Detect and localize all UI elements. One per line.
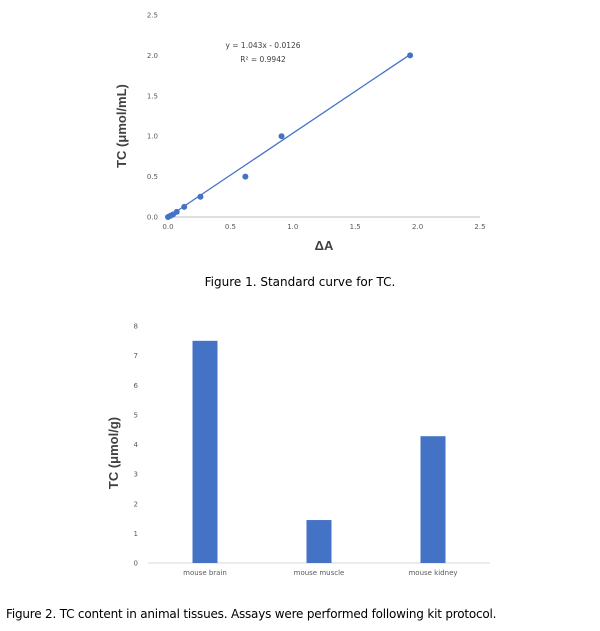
y-tick-label: 3 xyxy=(133,470,138,479)
x-axis-title: ΔA xyxy=(314,238,334,253)
data-point xyxy=(279,133,285,139)
y-tick-label: 2 xyxy=(133,500,138,509)
x-axis-ticks xyxy=(162,223,485,231)
tissue-bar-chart xyxy=(0,312,600,592)
data-point xyxy=(197,194,203,200)
y-axis-ticks xyxy=(134,323,139,568)
data-point xyxy=(174,209,180,215)
y-tick-label: 1 xyxy=(133,529,138,538)
category-label: mouse muscle xyxy=(293,569,345,577)
bar xyxy=(421,436,446,563)
y-tick-label: 0.5 xyxy=(146,173,158,182)
figure-2-caption: Figure 2. TC content in animal tissues. Assays were performed following kit protocol. xyxy=(6,607,497,621)
data-point xyxy=(407,52,413,58)
y-tick-label: 4 xyxy=(133,441,138,449)
equation-label: y = 1.043x - 0.0126 xyxy=(225,41,301,50)
trendline xyxy=(168,55,410,217)
y-tick-label: 2.5 xyxy=(146,11,158,20)
y-tick-label: 5 xyxy=(133,411,138,420)
y-axis-title: TC (μmol/mL) xyxy=(114,84,129,168)
data-point xyxy=(181,204,187,210)
bar xyxy=(193,341,218,563)
data-point xyxy=(242,174,248,180)
y-axis-title: TC (μmol/g) xyxy=(106,416,121,490)
y-tick-label: 2.0 xyxy=(146,51,158,60)
y-tick-label: 7 xyxy=(133,352,138,361)
standard-curve-chart xyxy=(0,0,600,270)
figure-1-caption: Figure 1. Standard curve for TC. xyxy=(204,275,396,289)
y-axis-ticks xyxy=(147,12,158,222)
y-tick-label: 0.0 xyxy=(146,213,158,222)
x-tick-label: 2.5 xyxy=(474,223,486,231)
y-tick-label: 8 xyxy=(133,322,138,331)
x-tick-label: 0.0 xyxy=(162,223,174,231)
category-labels xyxy=(183,569,457,577)
bars xyxy=(193,341,446,563)
category-label: mouse kidney xyxy=(408,569,458,577)
x-tick-label: 2.0 xyxy=(412,223,424,231)
x-tick-label: 1.5 xyxy=(349,223,361,231)
y-tick-label: 1.0 xyxy=(146,132,158,141)
y-tick-label: 0 xyxy=(133,559,138,568)
y-tick-label: 1.5 xyxy=(146,92,158,101)
x-tick-label: 0.5 xyxy=(224,223,236,231)
y-tick-label: 6 xyxy=(133,381,138,390)
x-tick-label: 1.0 xyxy=(287,223,299,231)
bar xyxy=(307,520,332,563)
r-squared-label: R² = 0.9942 xyxy=(240,55,286,64)
category-label: mouse brain xyxy=(183,569,227,577)
